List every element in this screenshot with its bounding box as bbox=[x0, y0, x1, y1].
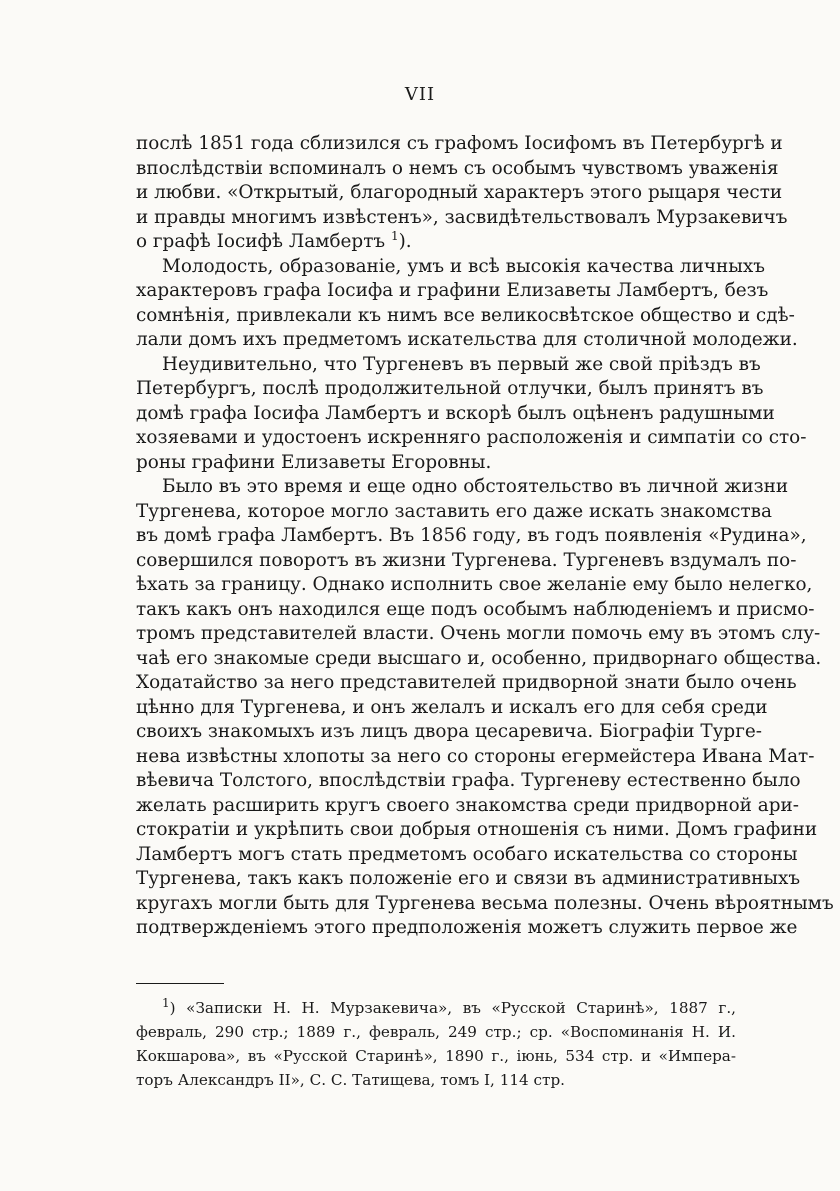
text-line-with-footnote-ref bbox=[136, 230, 736, 255]
footnote-marker-tail: ) bbox=[169, 999, 176, 1017]
text-line: Тургенева, которое могло заставить его даже искать знакомства bbox=[136, 500, 772, 522]
body-text bbox=[136, 132, 834, 941]
text-line: впослѣдствіи вспоминалъ о немъ съ особымъ чувствомъ уваженія bbox=[136, 157, 779, 179]
text-line: домѣ графа Іосифа Ламбертъ и вскорѣ былъ оцѣненъ радушными bbox=[136, 402, 775, 424]
text-line: кругахъ могли быть для Тургенева весьма полезны. Очень вѣроятнымъ bbox=[136, 892, 834, 914]
footnote-line bbox=[136, 996, 736, 1020]
text-line: чаѣ его знакомые среди высшаго и, особенно, придворнаго общества. bbox=[136, 647, 822, 669]
footnote-marker: 1 bbox=[162, 995, 170, 1010]
text-line: Ходатайство за него представителей придворной знати было очень bbox=[136, 672, 797, 693]
text-line: ѣхать за границу. Однако исполнить свое желаніе ему было нелегко, bbox=[136, 574, 813, 595]
text-line: Тургенева, такъ какъ положеніе его и связи въ административныхъ bbox=[136, 868, 801, 889]
text-line: цѣнно для Тургенева, и онъ желалъ и искалъ его для себя среди bbox=[136, 696, 768, 718]
footnote-ref-tail: ). bbox=[398, 231, 412, 252]
text-line: и правды многимъ извѣстенъ», засвидѣтельствовалъ Мурзакевичъ bbox=[136, 206, 788, 228]
footnote-line: торъ Александръ II», С. С. Татищева, томъ I, 114 стр. bbox=[136, 1071, 565, 1089]
text-line: въ домѣ графа Ламбертъ. Въ 1856 году, въ годъ появленія «Рудина», bbox=[136, 525, 807, 546]
page-number: VII bbox=[404, 84, 436, 105]
text-line: Неудивительно, что Тургеневъ въ первый же свой пріѣздъ въ bbox=[162, 353, 761, 375]
text-line: Ламбертъ могъ стать предметомъ особаго искательства со стороны bbox=[136, 843, 798, 865]
text-line: сомнѣнія, привлекали къ нимъ все великосвѣтское общество и сдѣ- bbox=[136, 304, 795, 326]
text-line: и любви. «Открытый, благородный характеръ этого рыцаря чести bbox=[136, 182, 783, 203]
text-line: нева извѣстны хлопоты за него со стороны егермейстера Ивана Мат- bbox=[136, 745, 815, 767]
text-line: совершился поворотъ въ жизни Тургенева. Тургеневъ вздумалъ по- bbox=[136, 549, 797, 571]
text-line: вѣевича Толстого, впослѣдствіи графа. Тургеневу естественно было bbox=[136, 770, 801, 791]
text-line: такъ какъ онъ находился еще подъ особымъ наблюденіемъ и присмо- bbox=[136, 598, 815, 620]
text-line: лали домъ ихъ предметомъ искательства для столичной молодежи. bbox=[136, 329, 798, 350]
text-line: роны графини Елизаветы Егоровны. bbox=[136, 451, 492, 473]
text-line: о графѣ Іосифѣ Ламбертъ bbox=[136, 231, 386, 252]
text-line: подтвержденіемъ этого предположенія можетъ служить первое же bbox=[136, 917, 798, 938]
text-line: хозяевами и удостоенъ искренняго расположенія и симпатіи со сто- bbox=[136, 427, 807, 448]
footnote-ref: 1 bbox=[390, 228, 399, 243]
text-line: послѣ 1851 года сблизился съ графомъ Іосифомъ въ Петербургѣ и bbox=[136, 133, 783, 154]
text-line: стократіи и укрѣпить свои добрыя отношенія съ ними. Домъ графини bbox=[136, 819, 818, 840]
text-line: своихъ знакомыхъ изъ лицъ двора цесаревича. Біографіи Турге- bbox=[136, 721, 762, 742]
footnote-divider bbox=[136, 983, 224, 984]
text-line: характеровъ графа Іосифа и графини Елизаветы Ламбертъ, безъ bbox=[136, 280, 769, 301]
text-line: Молодость, образованіе, умъ и всѣ высокія качества личныхъ bbox=[162, 255, 766, 277]
text-line: Петербургъ, послѣ продолжительной отлучки, былъ принятъ въ bbox=[136, 378, 764, 399]
footnote-line: февраль, 290 стр.; 1889 г., февраль, 249 стр.; ср. «Воспоминанія Н. И. bbox=[136, 1023, 736, 1041]
footnote-line: Кокшарова», въ «Русской Старинѣ», 1890 г., іюнь, 534 стр. и «Импера- bbox=[136, 1047, 736, 1065]
footnotes bbox=[136, 996, 736, 1092]
text-line: желать расширить кругъ своего знакомства среди придворной ари- bbox=[136, 794, 799, 816]
footnote-text: «Записки Н. Н. Мурзакевича», въ «Русской Старинѣ», 1887 г., bbox=[186, 999, 737, 1017]
text-line: Было въ это время и еще одно обстоятельство въ личной жизни bbox=[162, 476, 789, 497]
text-line: тромъ представителей власти. Очень могли помочь ему въ этомъ слу- bbox=[136, 623, 821, 644]
